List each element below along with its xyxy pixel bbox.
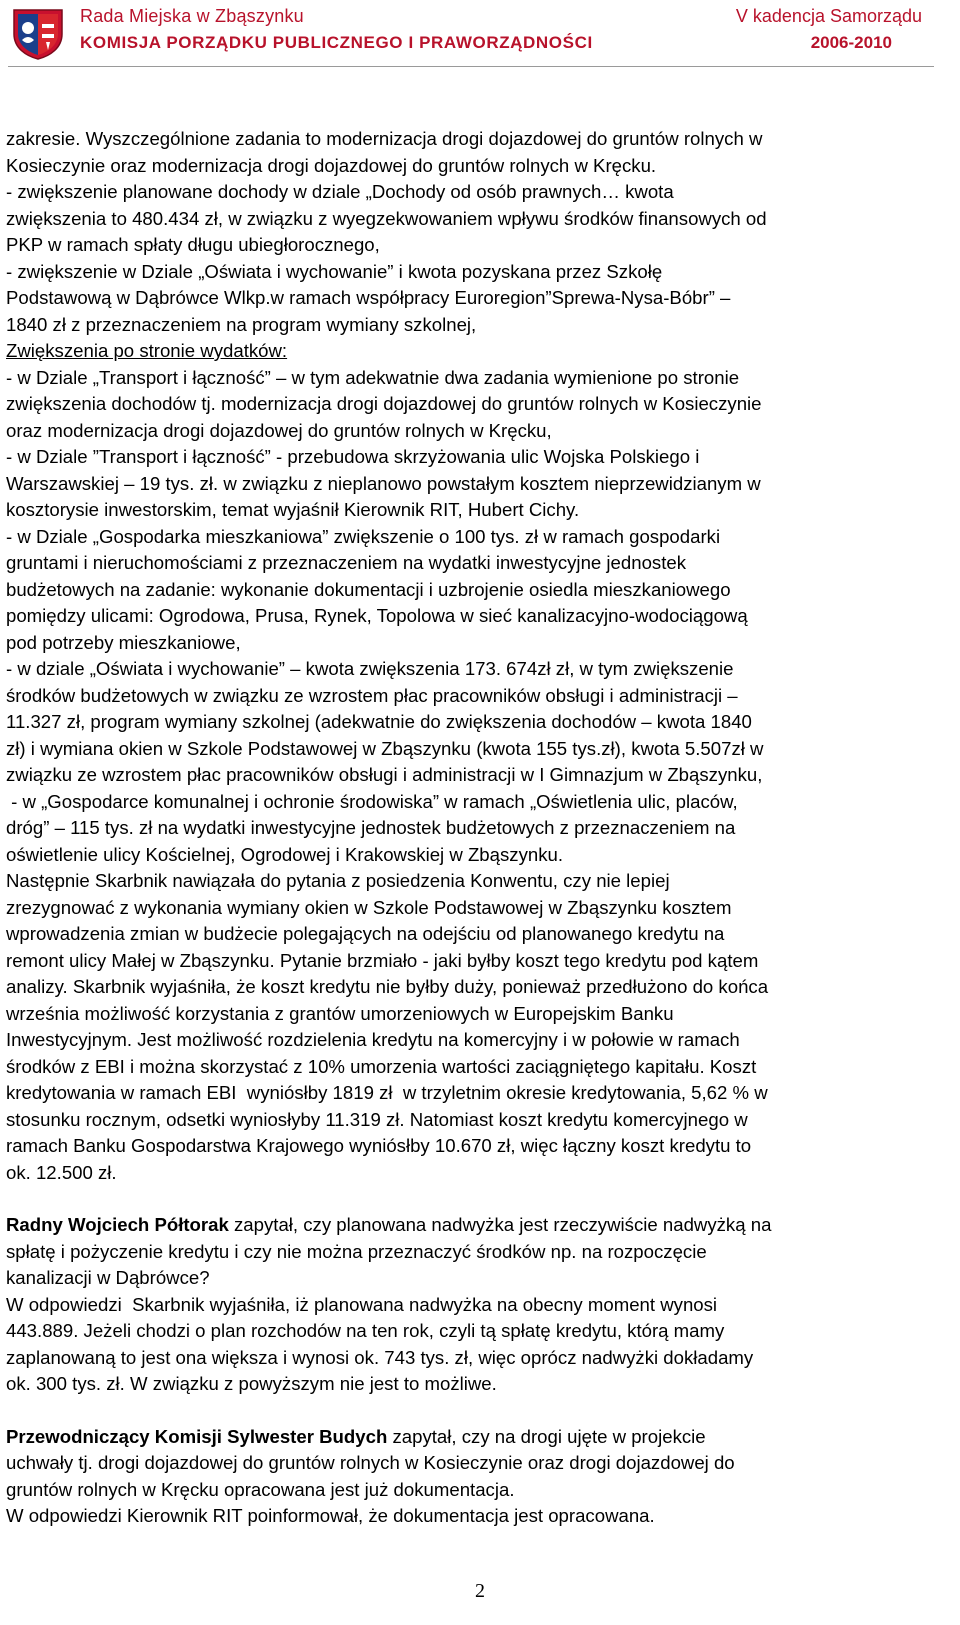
text-line: budżetowych na zadanie: wykonanie dokumentacji i uzbrojenie osiedla mieszkaniowego [6,578,731,600]
text-line: oświetlenie ulicy Kościelnej, Ogrodowej i Krakowskiej w Zbąszynku. [6,843,564,865]
speaker-name: Przewodniczący Komisji Sylwester Budych [6,1425,388,1447]
text-line: - w Dziale „Gospodarka mieszkaniowa” zwiększenie o 100 tys. zł w ramach gospodarki [6,525,721,547]
text-line: wprowadzenia zmian w budżecie polegających na odejściu od planowanego kredytu na [6,923,725,944]
coat-of-arms-icon [8,6,68,60]
text-line: zakresie. Wyszczególnione zadania to modernizacja drogi dojazdowej do gruntów rolnych w [6,128,763,149]
text-line: - zwiększenie planowane dochody w dziale „Dochody od osób prawnych… kwota [6,181,674,202]
text-line: kosztorysie inwestorskim, temat wyjaśnił Kierownik RIT, Hubert Cichy. [6,499,580,520]
text-line: ramach Banku Gospodarstwa Krajowego wyniósłby 10.670 zł, więc łączny koszt kredytu to [6,1135,752,1156]
text-line: pomiędzy ulicami: Ogrodowa, Prusa, Rynek, Topolowa w sieć kanalizacyjno-wodociągową [6,605,748,626]
text-line: zwiększenia to 480.434 zł, w związku z wyegzekwowaniem wpływu środków finansowych od [6,207,767,229]
text-line: związku ze wzrostem płac pracowników obsługi i administracji w I Gimnazjum w Zbąszynku, [6,764,763,785]
text-line: Kosieczynie oraz modernizacja drogi dojazdowej do gruntów rolnych w Kręcku. [6,154,657,176]
text-line: gruntami i nieruchomościami z przeznaczeniem na wydatki inwestycyjne jednostek [6,552,687,573]
paragraph-gap [6,1186,934,1212]
term-years: 2006-2010 [810,33,892,52]
text-line: Inwestycyjnym. Jest możliwość rozdzielenia kredytu na komercyjny i w połowie w ramach [6,1029,740,1050]
question-line [6,1212,934,1239]
text-line: zł) i wymiana okien w Szkole Podstawowej w Zbąszynku (kwota 155 tys.zł), kwota 5.507zł w [6,737,764,759]
text-line: września możliwość korzystania z grantów umorzeniowych w Europejskim Banku [6,1002,674,1024]
text-line: remont ulicy Małej w Zbąszynku. Pytanie brzmiało - jaki byłby koszt tego kredytu pod kątem [6,949,759,971]
text-line: gruntów rolnych w Kręcku opracowana jest już dokumentacja. [6,1478,515,1500]
text-line: Następnie Skarbnik nawiązała do pytania z posiedzenia Konwentu, czy nie lepiej [6,870,670,891]
text-line: Podstawową w Dąbrówce Wlkp.w ramach współpracy Euroregion”Sprewa-Nysa-Bóbr” – [6,287,731,308]
header-divider [8,66,934,67]
paragraph-gap [6,1398,934,1424]
text-line: zaplanowaną to jest ona większa i wynosi ok. 743 tys. zł, więc oprócz nadwyżki dokładamy [6,1346,754,1368]
text-line: zwiększenia dochodów tj. modernizacja drogi dojazdowej do gruntów rolnych w Kosieczynie [6,393,762,414]
page-header [0,0,960,70]
text-line: oraz modernizacja drogi dojazdowej do gruntów rolnych w Kręcku, [6,419,552,441]
text-line: dróg” – 115 tys. zł na wydatki inwestycyjne jednostek budżetowych z przeznaczeniem na [6,817,736,838]
text-line: Warszawskiej – 19 tys. zł. w związku z nieplanowo powstałym kosztem nieprzewidzianym w [6,472,761,494]
underlined-heading: Zwiększenia po stronie wydatków: [6,340,288,361]
text-line: pod potrzeby mieszkaniowe, [6,631,241,653]
text-line: W odpowiedzi Kierownik RIT poinformował, że dokumentacja jest opracowana. [6,1505,655,1526]
text-line: - w dziale „Oświata i wychowanie” – kwota zwiększenia 173. 674zł zł, w tym zwiększenie [6,658,734,679]
page-number: 2 [475,1580,485,1602]
text-line: środków budżetowych w związku ze wzrostem płac pracowników obsługi i administracji – [6,684,738,706]
term-label: V kadencja Samorządu [735,6,922,26]
text-line: ok. 12.500 zł. [6,1161,117,1183]
text-line: uchwały tj. drogi dojazdowej do gruntów rolnych w Kosieczynie oraz drogi dojazdowej do [6,1452,735,1473]
question-text: zapytał, czy na drogi ujęte w projekcie [387,1425,706,1447]
text-line: - w „Gospodarce komunalnej i ochronie środowiska” w ramach „Oświetlenia ulic, placów, [6,790,738,812]
text-line: kredytowania w ramach EBI wyniósłby 1819 zł w trzyletnim okresie kredytowania, 5,62 % w [6,1082,768,1103]
question-line [6,1424,934,1451]
text-line: środków z EBI i można skorzystać z 10% umorzenia wartości zaciągniętego kapitału. Koszt [6,1055,757,1077]
text-line: analizy. Skarbnik wyjaśniła, że koszt kredytu nie byłby duży, ponieważ przedłużono do końca [6,976,769,997]
council-name: Rada Miejska w Zbąszynku [80,6,304,26]
text-line: 443.889. Jeżeli chodzi o plan rozchodów na ten rok, czyli tą spłatę kredytu, którą mamy [6,1320,725,1341]
text-line: 11.327 zł, program wymiany szkolnej (adekwatnie do zwiększenia dochodów – kwota 1840 [6,711,752,732]
question-text: zapytał, czy planowana nadwyżka jest rzeczywiście nadwyżką na [228,1214,772,1235]
speaker-name: Radny Wojciech Półtorak [6,1214,229,1235]
text-line: - w Dziale ”Transport i łączność” - przebudowa skrzyżowania ulic Wojska Polskiego i [6,446,700,467]
text-line: spłatę i pożyczenie kredytu i czy nie można przeznaczyć środków np. na rozpoczęcie [6,1240,707,1262]
text-line: - zwiększenie w Dziale „Oświata i wychowanie” i kwota pozyskana przez Szkołę [6,260,663,282]
text-line: 1840 zł z przeznaczeniem na program wymiany szkolnej, [6,313,477,335]
text-line: W odpowiedzi Skarbnik wyjaśniła, iż planowana nadwyżka na obecny moment wynosi [6,1293,718,1315]
commission-name: KOMISJA PORZĄDKU PUBLICZNEGO I PRAWORZĄDNOŚCI [80,33,593,52]
text-line: - w Dziale „Transport i łączność” – w tym adekwatnie dwa zadania wymienione po stronie [6,366,740,388]
document-body [6,126,934,1530]
text-line: PKP w ramach spłaty długu ubiegłorocznego, [6,234,380,255]
text-line: kanalizacji w Dąbrówce? [6,1267,210,1288]
text-line: ok. 300 tys. zł. W związku z powyższym nie jest to możliwe. [6,1373,497,1394]
expenses-heading [6,338,934,365]
text-line: zrezygnować z wykonania wymiany okien w Szkole Podstawowej w Zbąszynku kosztem [6,896,732,918]
text-line: stosunku rocznym, odsetki wyniosłyby 11.319 zł. Natomiast koszt kredytu komercyjnego w [6,1108,748,1130]
